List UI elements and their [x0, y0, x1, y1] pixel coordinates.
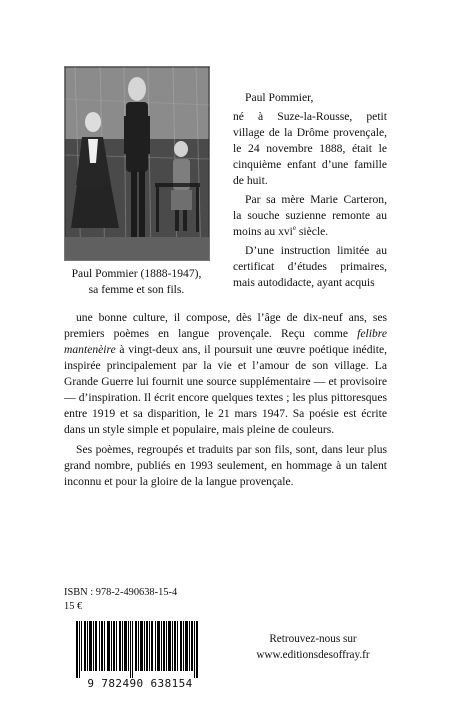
main-paragraph-2: Ses poèmes, regroupés et traduits par son fils, sont, dans leur plus grand nombre, publiés en 1993 seulement, en hommage à un talent inconnu et pour la gloire de la langue provençale.	[64, 443, 387, 488]
main-body-text	[64, 310, 387, 490]
isbn-text: ISBN : 978-2-490638-15-4	[64, 587, 178, 598]
intro-paragraph-1-rest: né à Suze-la-Rousse, petit village de la Drôme provençale, le 24 novembre 1888, était le cinquième enfant d’une famille de huit.	[233, 110, 387, 187]
intro-paragraph-1	[233, 90, 387, 106]
photo-caption-line-2: sa femme et son fils.	[88, 283, 185, 296]
photo-caption	[58, 266, 215, 298]
photo-caption-line-1: Paul Pommier (1888-1947),	[71, 267, 202, 280]
main-paragraph-1-part-1: une bonne culture, il compose, dès l’âge de dix-neuf ans, ses premiers poèmes en langue provençale. Reçu comme	[64, 311, 387, 340]
barcode	[64, 621, 216, 694]
main-paragraph-1	[64, 310, 387, 438]
main-paragraph-1-part-2: à vingt-deux ans, il poursuit une œuvre poétique inédite, inspirée principalement par la vie et l’amour de son village. La Grande Guerre lui fournit une source supplémentaire — et provisoire — d’inspiration. Il écrit encore quelques textes ; les plus pittoresques entre 1919 et sa disparition, le 21 mars 1947. Sa poésie est écrite dans un style simple et populaire, mais pleine de couleurs.	[64, 343, 387, 436]
publisher-prompt: Retrouvez-nous sur	[269, 633, 357, 645]
price-text: 15 €	[64, 601, 83, 612]
intro-paragraph-3: D’une instruction limitée au certificat d’études primaires, mais autodidacte, ayant acquis	[233, 244, 387, 289]
intro-paragraph-2-main: Par sa mère Marie Carteron, la souche suzienne remonte au moins au xvi	[233, 193, 387, 238]
barcode-graphic	[64, 621, 216, 679]
publisher-website: www.editionsdesoffray.fr	[256, 649, 370, 661]
felibre-italic-phrase: felibre mantenèire	[64, 327, 387, 356]
century-superscript: e	[292, 224, 297, 233]
isbn-block	[64, 586, 177, 614]
barcode-number: 9 782490 638154	[64, 678, 216, 690]
intro-name: Paul Pommier,	[245, 91, 314, 104]
family-photo-illustration	[65, 67, 209, 260]
intro-paragraph-2	[233, 192, 387, 240]
intro-text	[233, 90, 387, 291]
intro-paragraph-2-end: siècle.	[296, 225, 329, 238]
family-photo	[64, 66, 210, 261]
